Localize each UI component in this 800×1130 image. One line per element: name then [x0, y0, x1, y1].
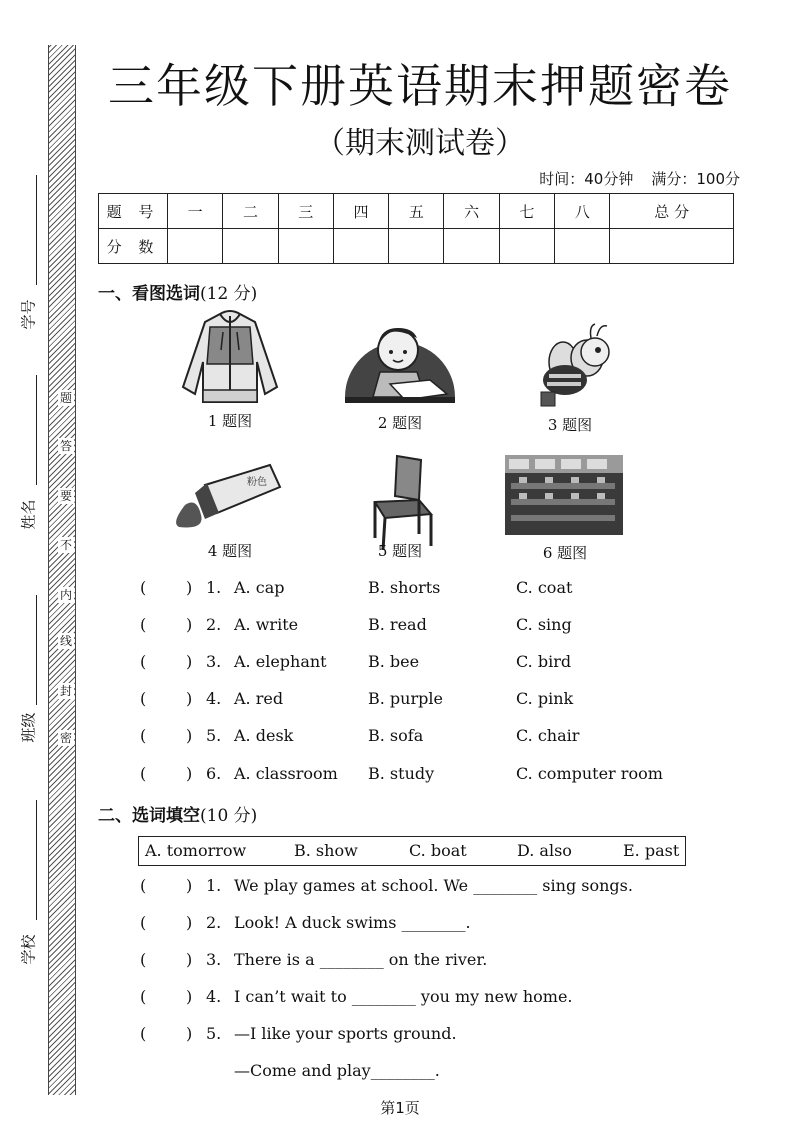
- section-2-title: [98, 801, 257, 826]
- option-a: A. classroom: [234, 764, 338, 783]
- option-c: C. computer room: [516, 764, 663, 783]
- answer-paren-left[interactable]: (: [140, 1024, 147, 1043]
- jacket-icon: [165, 302, 295, 412]
- seal-char: 要: [59, 489, 72, 503]
- score-cell[interactable]: [223, 229, 278, 264]
- seal-char: 密: [59, 731, 72, 745]
- answer-paren-left[interactable]: (: [140, 689, 147, 708]
- score-header-cell: 四: [333, 194, 388, 229]
- answer-paren-left[interactable]: (: [140, 652, 147, 671]
- bee-icon: [505, 310, 635, 420]
- section-1-title: [98, 279, 257, 304]
- option-c: C. bird: [516, 652, 572, 671]
- question-number: 6.: [206, 764, 222, 783]
- question-text: —I like your sports ground.: [234, 1024, 457, 1043]
- student-id-line: [36, 175, 37, 285]
- score-cell[interactable]: [389, 229, 444, 264]
- exam-time: 时间：40分钟: [539, 170, 634, 188]
- answer-paren-left[interactable]: (: [140, 987, 147, 1006]
- question-row: [140, 950, 740, 976]
- answer-paren-right: ): [186, 578, 193, 597]
- picture-4-caption: 4 题图: [207, 542, 253, 560]
- seal-char: 题: [59, 391, 72, 405]
- question-row: [140, 876, 740, 902]
- score-cell[interactable]: [278, 229, 333, 264]
- section-1-points: (12 分): [200, 284, 258, 304]
- option-b: B. bee: [368, 652, 420, 671]
- score-header-cell: 六: [444, 194, 499, 229]
- answer-paren-left[interactable]: (: [140, 876, 147, 895]
- word-bank-item: C. boat: [409, 841, 467, 860]
- word-bank: [138, 836, 686, 866]
- question-text: We play games at school. We ________ sing songs.: [234, 876, 633, 895]
- question-number: 3.: [206, 652, 222, 671]
- score-header-cell: 总 分: [610, 194, 734, 229]
- exam-info: [539, 168, 740, 189]
- school-line: [36, 800, 37, 920]
- question-number: 4.: [206, 987, 222, 1006]
- boy-reading-icon: [335, 302, 465, 412]
- seal-char: 答: [59, 439, 72, 453]
- option-c: C. sing: [516, 615, 572, 634]
- picture-3-caption: 3 题图: [547, 416, 593, 434]
- question-number: 5.: [206, 726, 222, 745]
- question-number: 2.: [206, 913, 222, 932]
- score-header-cell: 七: [499, 194, 554, 229]
- option-a: A. cap: [234, 578, 285, 597]
- answer-paren-right: ): [186, 987, 193, 1006]
- binding-margin: [0, 0, 90, 1130]
- answer-paren-right: ): [186, 876, 193, 895]
- score-cell[interactable]: [555, 229, 610, 264]
- score-header-cell: 八: [555, 194, 610, 229]
- question-number: 1.: [206, 578, 222, 597]
- score-cell[interactable]: [444, 229, 499, 264]
- answer-paren-right: ): [186, 950, 193, 969]
- option-c: C. chair: [516, 726, 580, 745]
- question-row: [140, 726, 740, 752]
- classroom-photo: [505, 455, 623, 535]
- page-subtitle: （期末测试卷）: [315, 126, 525, 161]
- answer-paren-left[interactable]: (: [140, 764, 147, 783]
- answer-paren-right: ): [186, 764, 193, 783]
- score-cell[interactable]: [610, 229, 734, 264]
- page-title: 三年级下册英语期末押题密卷: [108, 59, 732, 113]
- binding-hatch: [48, 45, 76, 1095]
- question-number: 4.: [206, 689, 222, 708]
- question-row: [140, 652, 740, 678]
- score-cell[interactable]: [333, 229, 388, 264]
- question-number: 5.: [206, 1024, 222, 1043]
- word-bank-item: B. show: [294, 841, 358, 860]
- score-header-cell: 一: [168, 194, 223, 229]
- seal-char: 线: [59, 634, 72, 648]
- answer-paren-right: ): [186, 615, 193, 634]
- question-row: [140, 689, 740, 715]
- option-b: B. study: [368, 764, 435, 783]
- name-label: 姓名: [19, 499, 38, 530]
- option-c: C. coat: [516, 578, 573, 597]
- score-header-cell: 二: [223, 194, 278, 229]
- question-number: 1.: [206, 876, 222, 895]
- seal-char: 封: [59, 684, 72, 698]
- section-2-heading: 二、选词填空: [98, 806, 200, 826]
- question-text: There is a ________ on the river.: [234, 950, 488, 969]
- option-a: A. elephant: [234, 652, 327, 671]
- seal-char: 内: [59, 588, 72, 602]
- option-a: A. desk: [234, 726, 294, 745]
- score-table-score-row: [99, 229, 734, 264]
- picture-2-caption: 2 题图: [377, 414, 423, 432]
- page-number: 第1页: [380, 1099, 420, 1117]
- option-b: B. purple: [368, 689, 443, 708]
- paint-tube-label: 粉色: [247, 477, 267, 488]
- question-row: [140, 578, 740, 604]
- question-text: I can’t wait to ________ you my new home.: [234, 987, 573, 1006]
- option-a: A. write: [234, 615, 299, 634]
- school-label: 学校: [19, 934, 38, 965]
- question-row: [140, 1024, 740, 1050]
- score-header-cell: 五: [389, 194, 444, 229]
- question-row: [140, 913, 740, 939]
- section-1-heading: 一、看图选词: [98, 284, 200, 304]
- question-text: Look! A duck swims ________.: [234, 913, 471, 932]
- class-label: 班级: [19, 712, 38, 743]
- student-id-label: 学号: [19, 299, 38, 330]
- answer-paren-right: ): [186, 726, 193, 745]
- paint-tube-icon: [165, 435, 295, 545]
- picture-1-caption: 1 题图: [207, 412, 253, 430]
- name-line: [36, 375, 37, 485]
- question-row: [140, 987, 740, 1013]
- question-row: [140, 764, 740, 790]
- question-number: 3.: [206, 950, 222, 969]
- word-bank-item: D. also: [517, 841, 572, 860]
- word-bank-item: A. tomorrow: [145, 841, 247, 860]
- question-row: [140, 615, 740, 641]
- answer-paren-left[interactable]: (: [140, 726, 147, 745]
- score-cell[interactable]: [499, 229, 554, 264]
- option-b: B. shorts: [368, 578, 441, 597]
- exam-full-score: 满分：100分: [651, 170, 740, 188]
- seal-char: 不: [59, 538, 72, 552]
- option-b: B. read: [368, 615, 427, 634]
- class-line: [36, 595, 37, 705]
- option-c: C. pink: [516, 689, 574, 708]
- answer-paren-left[interactable]: (: [140, 615, 147, 634]
- question-number: 2.: [206, 615, 222, 634]
- answer-paren-left[interactable]: (: [140, 578, 147, 597]
- answer-paren-left[interactable]: (: [140, 950, 147, 969]
- score-table-header-row: [99, 194, 734, 229]
- score-cell[interactable]: [168, 229, 223, 264]
- question-text: —Come and play________.: [234, 1061, 440, 1080]
- option-b: B. sofa: [368, 726, 424, 745]
- score-table: [98, 193, 734, 264]
- score-header-cell: 题 号: [99, 194, 168, 229]
- question-continuation: [140, 1061, 740, 1087]
- section-2-points: (10 分): [200, 806, 258, 826]
- picture-5-caption: 5 题图: [377, 542, 423, 560]
- answer-paren-right: ): [186, 652, 193, 671]
- answer-paren-right: ): [186, 913, 193, 932]
- answer-paren-right: ): [186, 1024, 193, 1043]
- word-bank-item: E. past: [623, 841, 680, 860]
- option-a: A. red: [234, 689, 284, 708]
- score-row-label: 分 数: [99, 229, 168, 264]
- answer-paren-left[interactable]: (: [140, 913, 147, 932]
- score-header-cell: 三: [278, 194, 333, 229]
- picture-6-caption: 6 题图: [542, 544, 588, 562]
- answer-paren-right: ): [186, 689, 193, 708]
